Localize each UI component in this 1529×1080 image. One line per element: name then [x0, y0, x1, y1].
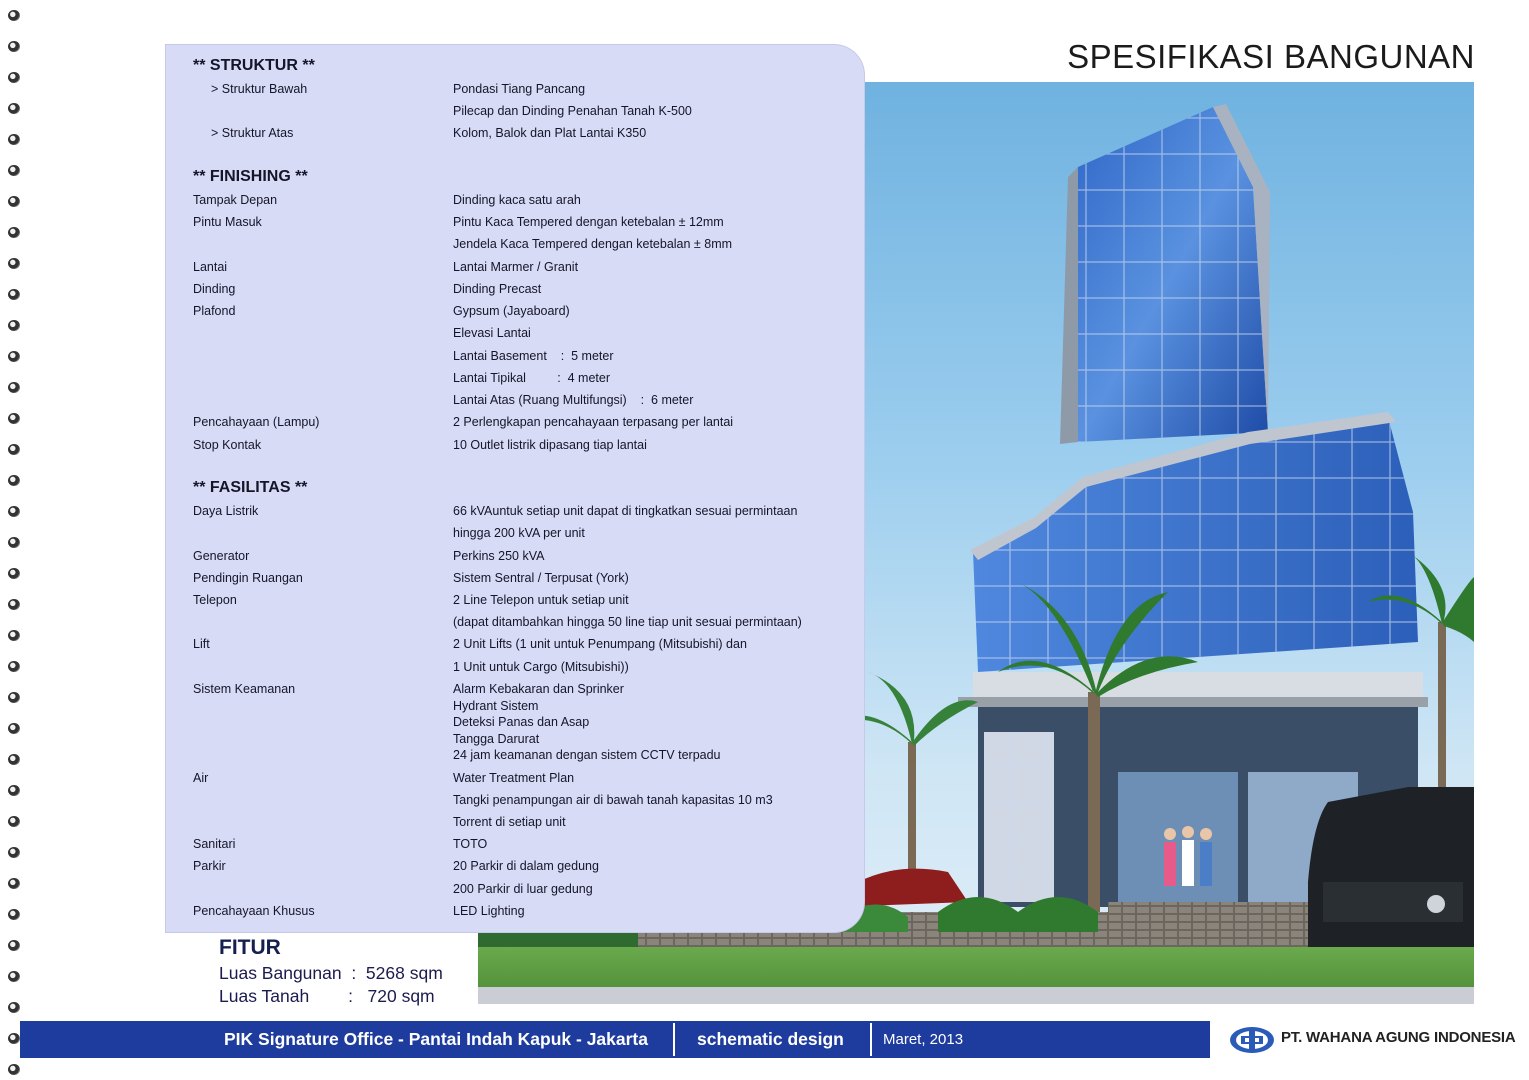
spec-label: Air: [193, 771, 209, 785]
binding-ring: [8, 134, 20, 145]
spec-label: Pencahayaan Khusus: [193, 904, 315, 918]
spec-value: Sistem Sentral / Terpusat (York): [453, 571, 629, 585]
spec-value: Dinding Precast: [453, 282, 542, 296]
spec-value: Hydrant Sistem: [453, 699, 539, 713]
spec-label: Parkir: [193, 859, 226, 873]
spec-label: Sistem Keamanan: [193, 682, 296, 696]
section-heading-struktur: ** STRUKTUR **: [193, 57, 315, 74]
spec-value: 66 kVAuntuk setiap unit dapat di tingkatkan sesuai permintaan: [453, 504, 798, 518]
binding-ring: [8, 196, 20, 207]
binding-ring: [8, 1064, 20, 1075]
company-logo-icon: [1228, 1025, 1276, 1055]
binding-ring: [8, 568, 20, 579]
specification-panel: [166, 45, 864, 932]
footer-date: Maret, 2013: [883, 1031, 964, 1048]
spiral-binding: [4, 6, 24, 1066]
binding-ring: [8, 1033, 20, 1044]
binding-ring: [8, 723, 20, 734]
spec-value: 20 Parkir di dalam gedung: [453, 859, 599, 873]
binding-ring: [8, 320, 20, 331]
spec-value: Tangki penampungan air di bawah tanah kapasitas 10 m3: [453, 793, 773, 807]
spec-label: Pendingin Ruangan: [193, 571, 303, 585]
binding-ring: [8, 10, 20, 21]
spec-value: Torrent di setiap unit: [453, 815, 566, 829]
spec-label: Lift: [193, 637, 210, 651]
spec-label: Tampak Depan: [193, 193, 278, 207]
spec-value: Alarm Kebakaran dan Sprinker: [453, 682, 624, 696]
binding-ring: [8, 351, 20, 362]
spec-value: 2 Unit Lifts (1 unit untuk Penumpang (Mitsubishi) dan: [453, 637, 747, 651]
footer-divider: [673, 1023, 675, 1056]
spec-label: Lantai: [193, 260, 228, 274]
spec-label: Daya Listrik: [193, 504, 259, 518]
spec-value: 10 Outlet listrik dipasang tiap lantai: [453, 438, 647, 452]
spec-label: Dinding: [193, 282, 236, 296]
spec-value: Lantai Tipikal : 4 meter: [453, 371, 611, 385]
spec-value: Lantai Marmer / Granit: [453, 260, 579, 274]
binding-ring: [8, 754, 20, 765]
spec-label: Pencahayaan (Lampu): [193, 415, 320, 429]
binding-ring: [8, 692, 20, 703]
spec-label: Pintu Masuk: [193, 215, 262, 229]
spec-label: > Struktur Bawah: [211, 82, 308, 96]
spec-value: Lantai Atas (Ruang Multifungsi) : 6 meter: [453, 393, 694, 407]
spec-value: Kolom, Balok dan Plat Lantai K350: [453, 126, 647, 140]
binding-ring: [8, 72, 20, 83]
spec-value: 1 Unit untuk Cargo (Mitsubishi)): [453, 660, 629, 674]
binding-ring: [8, 847, 20, 858]
binding-ring: [8, 599, 20, 610]
binding-ring: [8, 382, 20, 393]
binding-ring: [8, 444, 20, 455]
spec-value: Lantai Basement : 5 meter: [453, 349, 614, 363]
binding-ring: [8, 475, 20, 486]
spec-value: 2 Line Telepon untuk setiap unit: [453, 593, 629, 607]
binding-ring: [8, 506, 20, 517]
binding-ring: [8, 909, 20, 920]
binding-ring: [8, 971, 20, 982]
luas-bangunan: Luas Bangunan : 5268 sqm: [219, 963, 443, 983]
spec-value: Pondasi Tiang Pancang: [453, 82, 586, 96]
binding-ring: [8, 165, 20, 176]
fitur-title: FITUR: [219, 936, 281, 959]
spec-value: 200 Parkir di luar gedung: [453, 882, 593, 896]
spec-value: TOTO: [453, 837, 488, 851]
spec-value: (dapat ditambahkan hingga 50 line tiap unit sesuai permintaan): [453, 615, 802, 629]
spec-value: Pilecap dan Dinding Penahan Tanah K-500: [453, 104, 692, 118]
binding-ring: [8, 816, 20, 827]
page-title: SPESIFIKASI BANGUNAN: [1067, 38, 1475, 75]
spec-value: LED Lighting: [453, 904, 525, 918]
spec-value: Dinding kaca satu arah: [453, 193, 581, 207]
section-heading-finishing: ** FINISHING **: [193, 168, 308, 185]
binding-ring: [8, 103, 20, 114]
spec-value: Water Treatment Plan: [453, 771, 575, 785]
spec-value: Deteksi Panas dan Asap: [453, 715, 590, 729]
binding-ring: [8, 227, 20, 238]
spec-value: 24 jam keamanan dengan sistem CCTV terpadu: [453, 748, 721, 762]
spec-label: Generator: [193, 549, 250, 563]
spec-label: > Struktur Atas: [211, 126, 294, 140]
spec-value: Perkins 250 kVA: [453, 549, 545, 563]
spec-value: hingga 200 kVA per unit: [453, 526, 585, 540]
spec-label: Telepon: [193, 593, 237, 607]
spec-value: Elevasi Lantai: [453, 326, 531, 340]
spec-value: Gypsum (Jayaboard): [453, 304, 570, 318]
binding-ring: [8, 940, 20, 951]
company-brand: [1228, 1025, 1516, 1055]
spec-label: Stop Kontak: [193, 438, 262, 452]
binding-ring: [8, 413, 20, 424]
binding-ring: [8, 289, 20, 300]
spec-value: Tangga Darurat: [453, 732, 540, 746]
binding-ring: [8, 41, 20, 52]
footer-design-stage: schematic design: [697, 1029, 844, 1049]
footer-project-name: PIK Signature Office - Pantai Indah Kapuk - Jakarta: [224, 1029, 648, 1049]
spec-label: Plafond: [193, 304, 236, 318]
footer-divider: [870, 1023, 872, 1056]
footer-bar: [20, 1021, 1210, 1058]
binding-ring: [8, 630, 20, 641]
spec-value: 2 Perlengkapan pencahayaan terpasang per lantai: [453, 415, 734, 429]
binding-ring: [8, 785, 20, 796]
section-heading-fasilitas: ** FASILITAS **: [193, 479, 308, 496]
spec-value: Pintu Kaca Tempered dengan ketebalan ± 12mm: [453, 215, 724, 229]
spec-value: Jendela Kaca Tempered dengan ketebalan ± 8mm: [453, 237, 733, 251]
luas-tanah: Luas Tanah : 720 sqm: [219, 986, 435, 1006]
binding-ring: [8, 1002, 20, 1013]
binding-ring: [8, 258, 20, 269]
binding-ring: [8, 537, 20, 548]
binding-ring: [8, 878, 20, 889]
company-name: PT. WAHANA AGUNG INDONESIA: [1281, 1029, 1516, 1046]
spec-label: Sanitari: [193, 837, 236, 851]
binding-ring: [8, 661, 20, 672]
